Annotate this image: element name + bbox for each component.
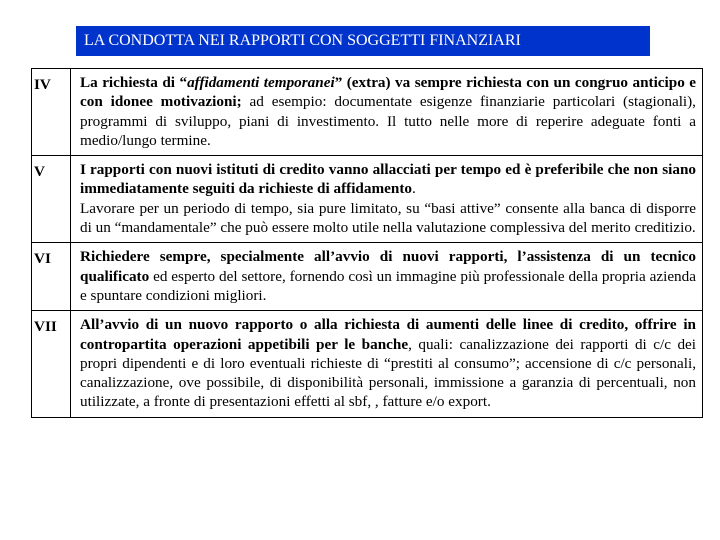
table-row [32, 69, 703, 156]
row-number: VI [32, 243, 71, 311]
text-bold-italic: affidamenti temporanei [187, 74, 335, 91]
text-bold: La richiesta di “ [80, 74, 188, 91]
text-bold: I rapporti con nuovi istituti di credito vanno allacciati per tempo ed è preferibile che non siano immediatamente seguiti da richieste di affidamento [80, 161, 696, 198]
row-number: IV [32, 69, 71, 156]
text-regular: ed esperto del settore, fornendo così un immagine più professionale della propria azienda e spuntare condizioni migliori. [80, 267, 696, 304]
row-number: VII [32, 311, 71, 417]
text-bold: Richiedere sempre, specialmente all’avvio di nuovi rapporti, l’assistenza di un tecnico qualificato [80, 248, 696, 285]
row-text [71, 243, 703, 311]
slide-title: LA CONDOTTA NEI RAPPORTI CON SOGGETTI FINANZIARI [76, 26, 650, 56]
text-regular: . [411, 180, 416, 198]
row-text [71, 69, 703, 156]
row-text [71, 156, 703, 243]
text-regular: , quali: canalizzazione dei rapporti di c/c dei propri dipendenti e di loro eventuali richieste di “prestiti al consumo”; accensione di c/c personali, canalizzazione, ove possibile, di disponibilità personali, immissione a garanzia di percentuali, non utilizzate, a fronte di presentazioni effetti al sbf, , fatture e/o export. [80, 335, 697, 411]
text-regular: ad esempio: documentate esigenze finanziarie particolari (stagionali), programmi di sviluppo, piani di investimento. Il tutto nelle more di reperire adeguate fonti a medio/lungo termine. [80, 93, 696, 149]
table-row [32, 311, 703, 417]
guidelines-table [31, 68, 703, 418]
text-regular: Lavorare per un periodo di tempo, sia pure limitato, su “basi attive” consente alla banca di disporre di un “mandamentale” che può essere molto utile nella valutazione complessiva del merito creditizio. [80, 199, 696, 237]
text-bold: All’avvio di un nuovo rapporto o alla richiesta di aumenti delle linee di credito, offrire in contropartita operazioni appetibili per le banche [80, 316, 696, 353]
row-text [71, 311, 703, 417]
row-number: V [32, 156, 71, 243]
text-bold: ” (extra) va sempre richiesta con un congruo anticipo e con idonee motivazioni; [80, 74, 697, 111]
table-row [32, 243, 703, 311]
table-row [32, 156, 703, 243]
